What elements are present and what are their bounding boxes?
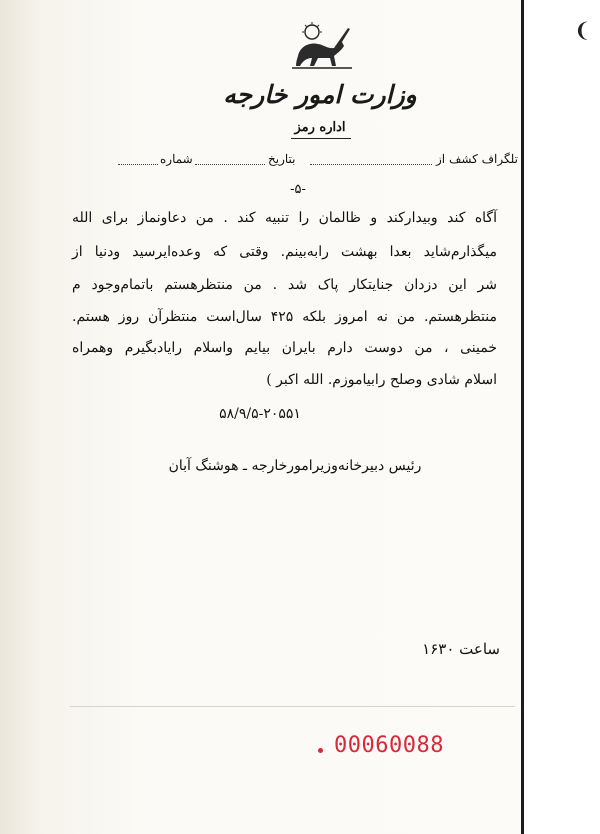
reference-number: ۵۸/۹/۵-۲۰۵۵۱ bbox=[219, 406, 301, 422]
number-label: شماره bbox=[160, 152, 193, 166]
lion-and-sun-emblem-icon bbox=[290, 22, 354, 74]
time-stamp: ساعت ۱۶۳۰ bbox=[422, 640, 500, 658]
office-name: اداره رمز bbox=[294, 120, 346, 135]
message-line-6: اسلام شادی وصلح رابیاموزم. الله اکبر ) bbox=[266, 372, 497, 388]
page-margin bbox=[524, 0, 600, 834]
from-field-line bbox=[310, 164, 432, 165]
date-label: بتاریخ bbox=[268, 152, 296, 166]
message-line-3: شر این دزدان جنایتکار پاک شد . من منتظرهستم باتمام‌وجود م bbox=[72, 277, 497, 293]
stamp-dot bbox=[318, 748, 323, 753]
decoded-telegram-label: تلگراف کشف از bbox=[436, 152, 518, 166]
message-line-2: میگذارم‌شاید بعدا بهشت رابه‌بینم. وقتی که وعده‌ایرسید ودنیا از bbox=[72, 244, 497, 260]
office-underline bbox=[291, 138, 351, 139]
sequence-number: -۵- bbox=[290, 182, 306, 197]
message-line-1: آگاه کند وبیدارکند و ظالمان را تنبیه کند . من دعاونماز برای الله bbox=[72, 210, 497, 226]
ministry-title: وزارت امور خارجه bbox=[223, 80, 417, 109]
corner-mark: ❨ bbox=[574, 18, 591, 42]
number-field-line bbox=[118, 164, 158, 165]
message-line-4: منتظرهستم. من نه امروز بلکه ۴۲۵ سال‌است منتظرآن روز هستم. bbox=[72, 309, 498, 325]
date-field-line bbox=[195, 164, 265, 165]
signature-line: رئیس دبیرخانه‌وزیرامورخارجه ـ هوشنگ آبان bbox=[168, 458, 422, 474]
fold-line bbox=[70, 706, 515, 707]
message-line-5: خمینی ، من دوست دارم بایران بیایم واسلام رایادبگیرم وهمراه bbox=[72, 340, 497, 356]
serial-number: 00060088 bbox=[334, 733, 444, 758]
